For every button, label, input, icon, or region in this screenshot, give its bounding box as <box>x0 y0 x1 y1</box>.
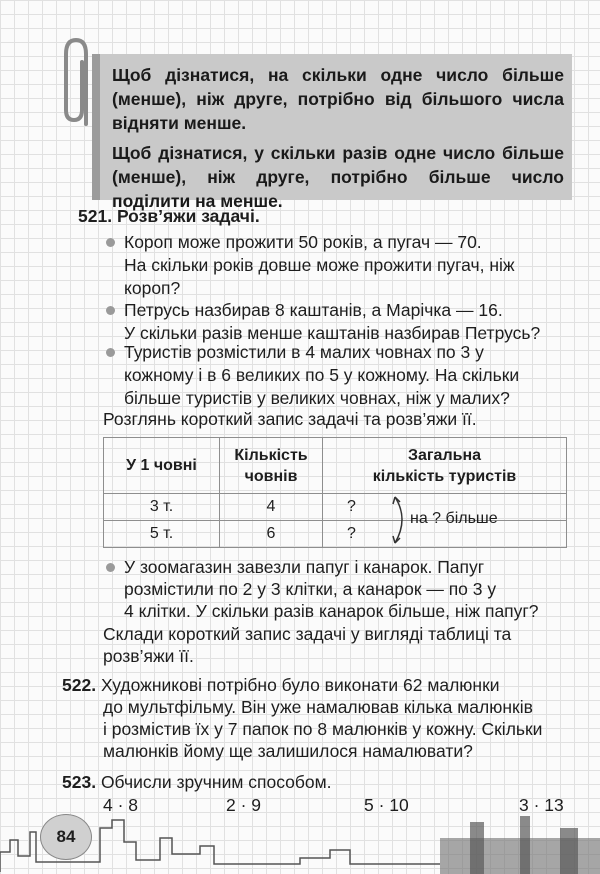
rule-ratio: Щоб дізнатися, у скільки разів одне число більше (менше), ніж друге, потрібно більше число поділити на менше. <box>112 143 564 211</box>
exercise-number: 523. <box>62 772 97 792</box>
rule-difference: Щоб дізнатися, на скільки одне число більше (менше), ніж друге, потрібно від більшого числа відняти менше. <box>112 65 564 133</box>
table-header: У 1 човні <box>104 438 220 494</box>
task-text: На скільки років довше може прожити пугач, ніж <box>124 255 515 275</box>
table-header: Загальна кількість туристів <box>323 438 567 494</box>
table-row: 5 т. 6 ? <box>104 521 567 548</box>
table-row: 3 т. 4 ? <box>104 494 567 521</box>
exercise-number: 521. <box>78 206 113 226</box>
expression: 3 · 13 <box>519 795 564 815</box>
bullet-icon <box>106 238 115 247</box>
task-text: і розмістив їх у 7 папок по 8 малюнків у кожну. Скільки <box>103 719 543 739</box>
instruction: Розглянь короткий запис задачі та розв’яжи її. <box>103 409 477 429</box>
task-text: короп? <box>124 278 181 298</box>
bullet-icon <box>106 348 115 357</box>
exercise-523-heading: 523. Обчисли зручним способом. <box>62 772 332 792</box>
expression: 5 · 10 <box>364 795 409 815</box>
short-record-table <box>103 437 567 548</box>
task-text: до мультфільму. Він уже намалював кілька малюнків <box>103 697 533 717</box>
instruction: Склади короткий запис задачі у вигляді таблиці та <box>103 624 512 644</box>
task-text: малюнків йому ще залишилося намалювати? <box>103 741 473 761</box>
task-text: 4 клітки. У скільки разів канарок більше, ніж папуг? <box>124 601 539 621</box>
task-text: У зоомагазин завезли папуг і канарок. Папуг <box>124 557 485 577</box>
task-text: кожному і в 6 великих по 5 у кожному. На скільки <box>124 365 520 385</box>
expression: 4 · 8 <box>103 795 139 815</box>
task-text: У скільки разів менше каштанів назбирав Петрусь? <box>124 323 541 343</box>
page-number: 84 <box>40 814 92 860</box>
task-text: Петрусь назбирав 8 каштанів, а Марічка — 16. <box>124 300 503 320</box>
task-text: Короп може прожити 50 років, а пугач — 70. <box>124 232 482 252</box>
bullet-icon <box>106 563 115 572</box>
task-text: більше туристів у великих човнах, ніж у малих? <box>124 388 510 408</box>
rule-box <box>92 54 572 211</box>
bullet-icon <box>106 306 115 315</box>
exercise-522-line: 522. Художникові потрібно було виконати 62 малюнки <box>62 675 500 695</box>
comparison-label: на ? більше <box>410 510 498 527</box>
table-header: Кількість човнів <box>220 438 323 494</box>
instruction: розв’яжи її. <box>103 646 194 666</box>
exercise-number: 522. <box>62 675 97 695</box>
expression: 2 · 9 <box>226 795 262 815</box>
task-text: Туристів розмістили в 4 малих човнах по 3 у <box>124 342 484 362</box>
exercise-521-heading <box>78 205 260 227</box>
comparison-arrow-icon <box>383 493 413 547</box>
exercise-title: Розв’яжи задачі. <box>116 206 260 226</box>
task-text: розмістили по 2 у 3 клітки, а канарок — по 3 у <box>124 579 497 599</box>
